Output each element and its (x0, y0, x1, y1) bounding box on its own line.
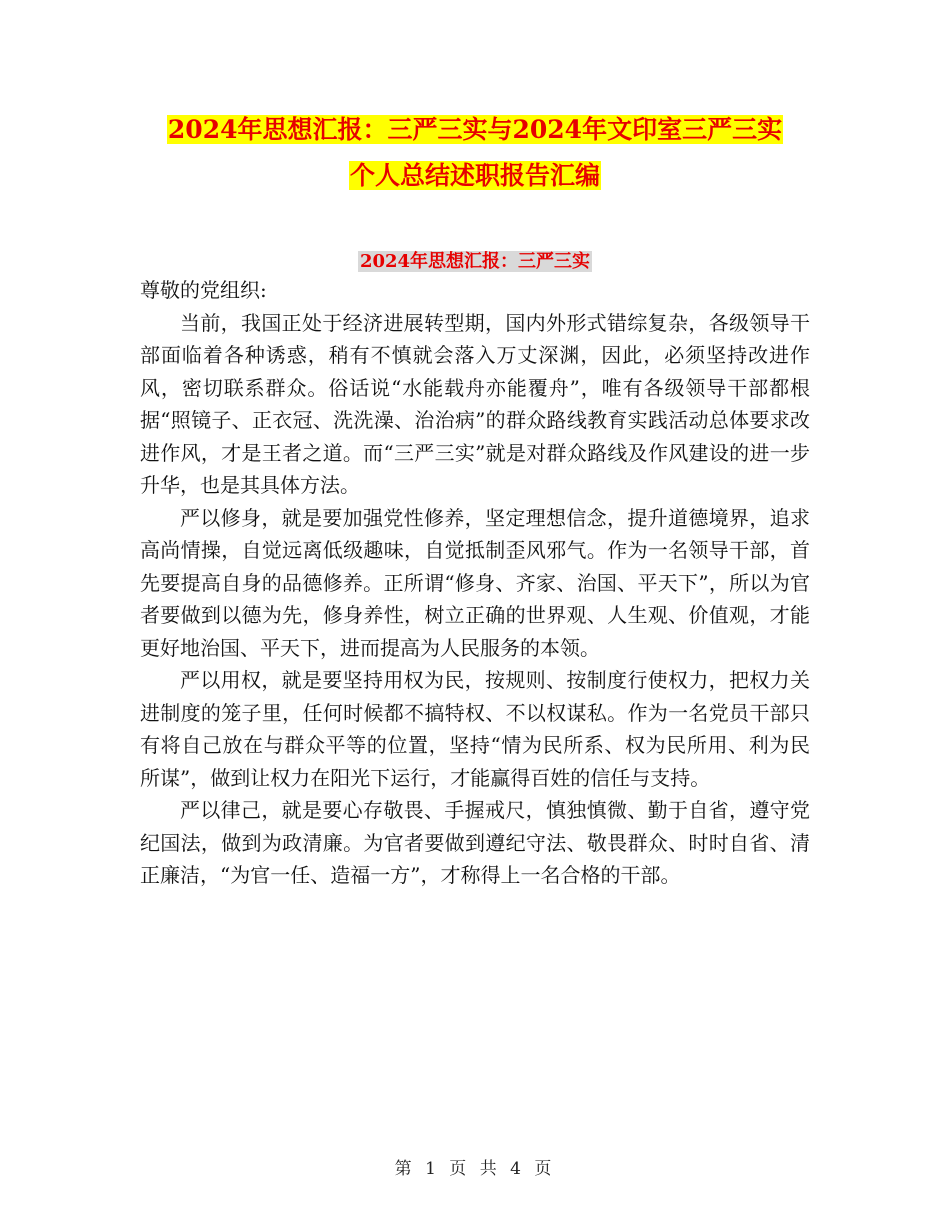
title-highlight-2: 个人总结述职报告汇编 (349, 161, 600, 190)
section-heading-text: 2024年思想汇报：三严三实 (359, 251, 591, 272)
salutation: 尊敬的党组织: (140, 278, 267, 302)
section-heading (0, 248, 950, 276)
paragraph-2: 严以修身，就是要加强党性修养，坚定理想信念，提升道德境界，追求高尚情操，自觉远离低级趣味，自觉抵制歪风邪气。作为一名领导干部，首先要提高自身的品德修养。正所谓“修身、齐家、治国、平天下”，所以为官者要做到以德为先，修身养性，树立正确的世界观、人生观、价值观，才能更好地治国、平天下，进而提高为人民服务的本领。 (140, 505, 810, 660)
page-footer: 第 1 页 共 4 页 (394, 1159, 556, 1179)
paragraph-3: 严以用权，就是要坚持用权为民，按规则、按制度行使权力，把权力关进制度的笼子里，任何时候都不搞特权、不以权谋私。作为一名党员干部只有将自己放在与群众平等的位置，坚持“情为民所系、权为民所用、利为民所谋”，做到让权力在阳光下运行，才能赢得百姓的信任与支持。 (140, 668, 810, 790)
document-body (140, 274, 810, 892)
paragraph-1: 当前，我国正处于经济进展转型期，国内外形式错综复杂，各级领导干部面临着各种诱惑，稍有不慎就会落入万丈深渊，因此，必须坚持改进作风，密切联系群众。俗话说“水能载舟亦能覆舟”，唯有各级领导干部都根据“照镜子、正衣冠、洗洗澡、治治病”的群众路线教育实践活动总体要求改进作风，才是王者之道。而“三严三实”就是对群众路线及作风建设的进一步升华，也是其具体方法。 (140, 310, 810, 497)
document-title-line-1 (0, 112, 950, 148)
paragraph-4: 严以律己，就是要心存敬畏、手握戒尺，慎独慎微、勤于自省，遵守党纪国法，做到为政清廉。为官者要做到遵纪守法、敬畏群众、时时自省、清正廉洁，“为官一任、造福一方”，才称得上一名合格的干部。 (140, 798, 810, 887)
document-title-line-2 (0, 158, 950, 194)
title-highlight-1: 2024年思想汇报：三严三实与2024年文印室三严三实 (167, 115, 783, 144)
